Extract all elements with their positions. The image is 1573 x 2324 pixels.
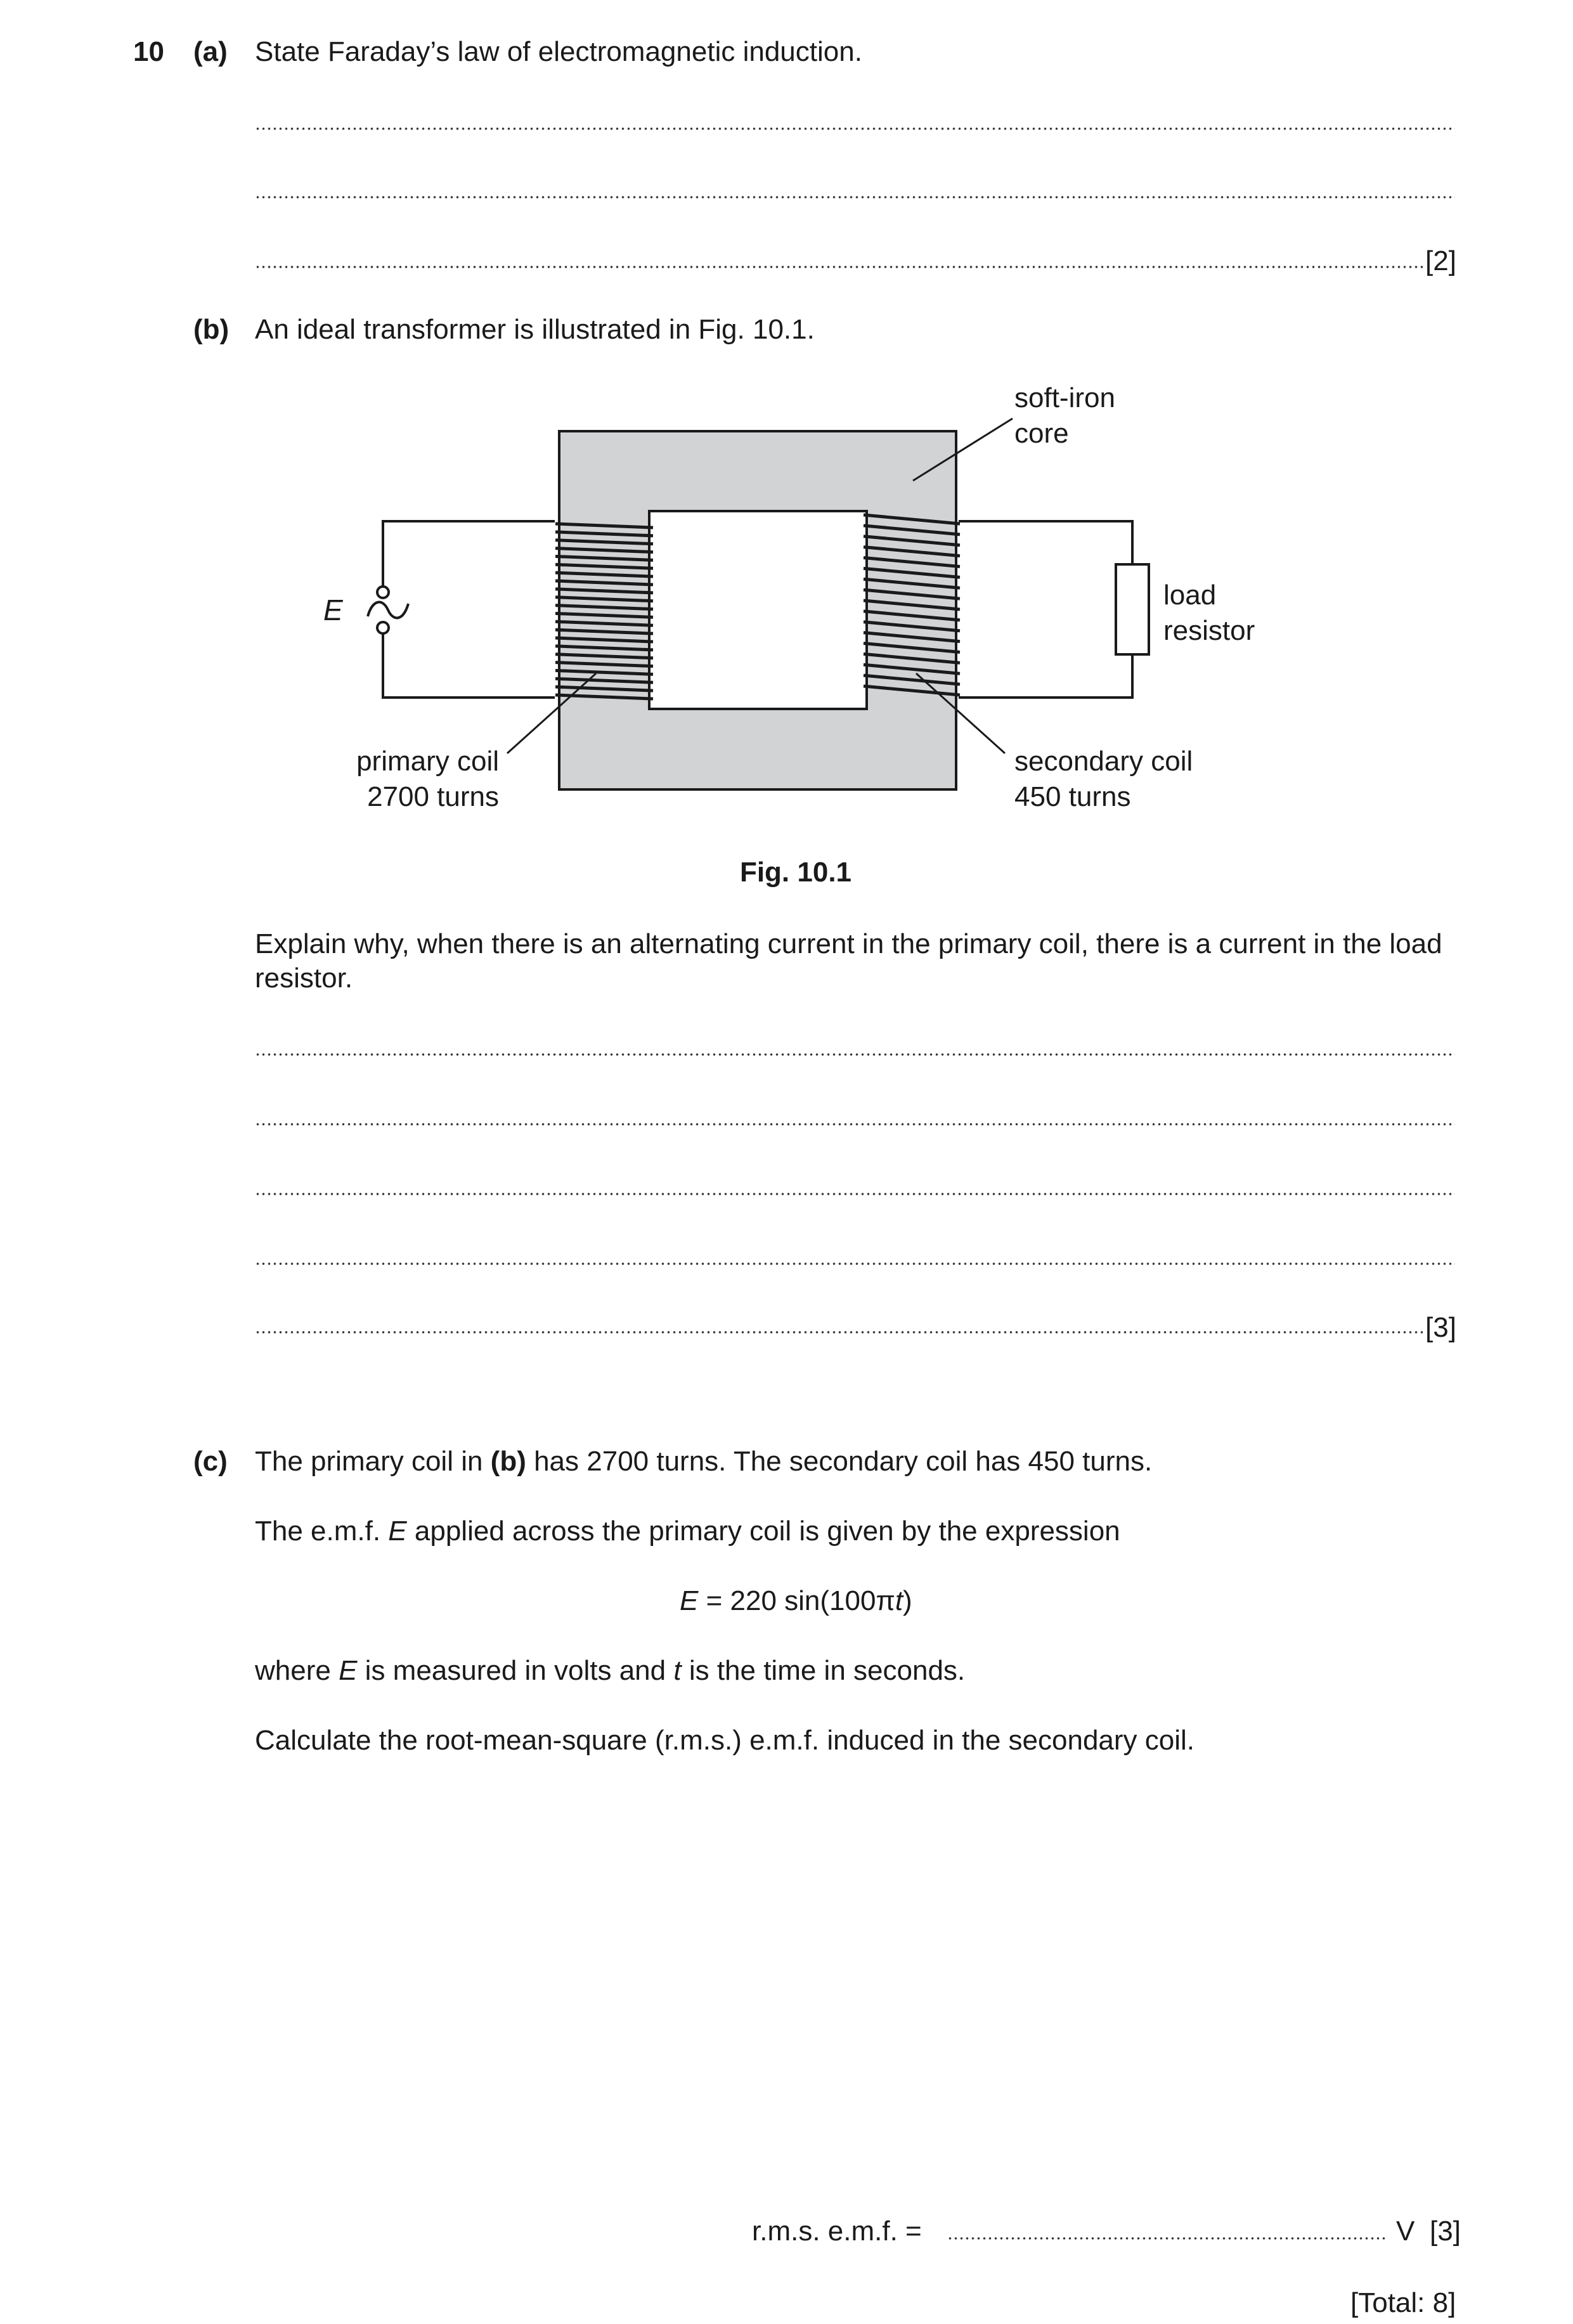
part-c-marks: [3]	[1430, 2216, 1461, 2247]
question-number: 10	[133, 36, 164, 67]
secondary-wire-top	[959, 521, 1132, 564]
load-label-line1: load	[1163, 580, 1217, 611]
answer-line[interactable]	[255, 1262, 1455, 1266]
secondary-label-line2: 450 turns	[1014, 781, 1131, 812]
part-c-line2-post: applied across the primary coil is given by the expression	[406, 1516, 1120, 1547]
part-b-label: (b)	[193, 314, 230, 345]
part-b-explain-prompt: Explain why, when there is an alternating current in the primary coil, there is a current in the load resistor.	[255, 928, 1442, 994]
transformer-diagram	[0, 0, 1573, 888]
part-c-line3	[255, 1657, 965, 1685]
total-marks: [Total: 8]	[1350, 2287, 1456, 2318]
terminal-top	[377, 587, 389, 598]
part-b-prompt: An ideal transformer is illustrated in Fig. 10.1.	[255, 314, 815, 345]
part-c-line3-var1: E	[339, 1655, 358, 1686]
core-label-line2: core	[1014, 418, 1069, 449]
part-a-marks: [2]	[1425, 245, 1456, 276]
part-c-line3-var2: t	[673, 1655, 682, 1686]
part-c-line2	[255, 1517, 1120, 1545]
primary-label-line1: primary coil	[356, 746, 499, 777]
eq-var-e: E	[680, 1585, 699, 1616]
part-c-line1-post: has 2700 turns. The secondary coil has 450 turns.	[526, 1446, 1153, 1477]
part-c-line3-pre: where	[255, 1655, 339, 1686]
eq-end: )	[903, 1585, 912, 1616]
primary-label-line2: 2700 turns	[367, 781, 499, 812]
rms-emf-answer-line[interactable]	[947, 2236, 1386, 2240]
part-c-line1	[255, 1448, 1152, 1476]
part-c-label: (c)	[193, 1446, 228, 1477]
part-c-line3-post: is the time in seconds.	[681, 1655, 966, 1686]
part-c-line2-pre: The e.m.f.	[255, 1516, 389, 1547]
part-c-line1-ref: (b)	[490, 1446, 526, 1477]
part-c-line1-pre: The primary coil in	[255, 1446, 491, 1477]
terminal-bottom	[377, 622, 389, 633]
part-c-line3-mid: is measured in volts and	[357, 1655, 674, 1686]
part-c-line2-var: E	[388, 1516, 407, 1547]
answer-line[interactable]	[255, 1192, 1455, 1196]
answer-line[interactable]	[255, 1330, 1423, 1334]
answer-line[interactable]	[255, 1053, 1455, 1056]
soft-iron-core	[559, 431, 956, 789]
ac-source-symbol	[368, 602, 408, 618]
eq-var-t: t	[895, 1585, 903, 1616]
part-a-label: (a)	[193, 36, 228, 67]
rms-emf-unit: V	[1396, 2216, 1415, 2247]
part-b-marks: [3]	[1425, 1312, 1456, 1343]
answer-line[interactable]	[255, 1122, 1455, 1126]
load-resistor	[1116, 564, 1149, 654]
primary-wire-bottom	[383, 632, 555, 698]
rms-emf-label: r.m.s. e.m.f. =	[752, 2216, 922, 2247]
primary-wire-top	[383, 521, 555, 587]
core-label-line1: soft-iron	[1014, 382, 1115, 413]
emf-equation	[680, 1587, 912, 1615]
part-a-prompt: State Faraday’s law of electromagnetic induction.	[255, 36, 862, 67]
part-c-line4: Calculate the root-mean-square (r.m.s.) e.m.f. induced in the secondary coil.	[255, 1725, 1195, 1756]
eq-mid: = 220 sin(100π	[698, 1585, 895, 1616]
load-label-line2: resistor	[1163, 615, 1255, 646]
figure-caption: Fig. 10.1	[739, 857, 852, 888]
source-label: E	[323, 594, 343, 626]
secondary-wire-bottom	[959, 654, 1132, 698]
secondary-label-line1: secondary coil	[1014, 746, 1193, 777]
